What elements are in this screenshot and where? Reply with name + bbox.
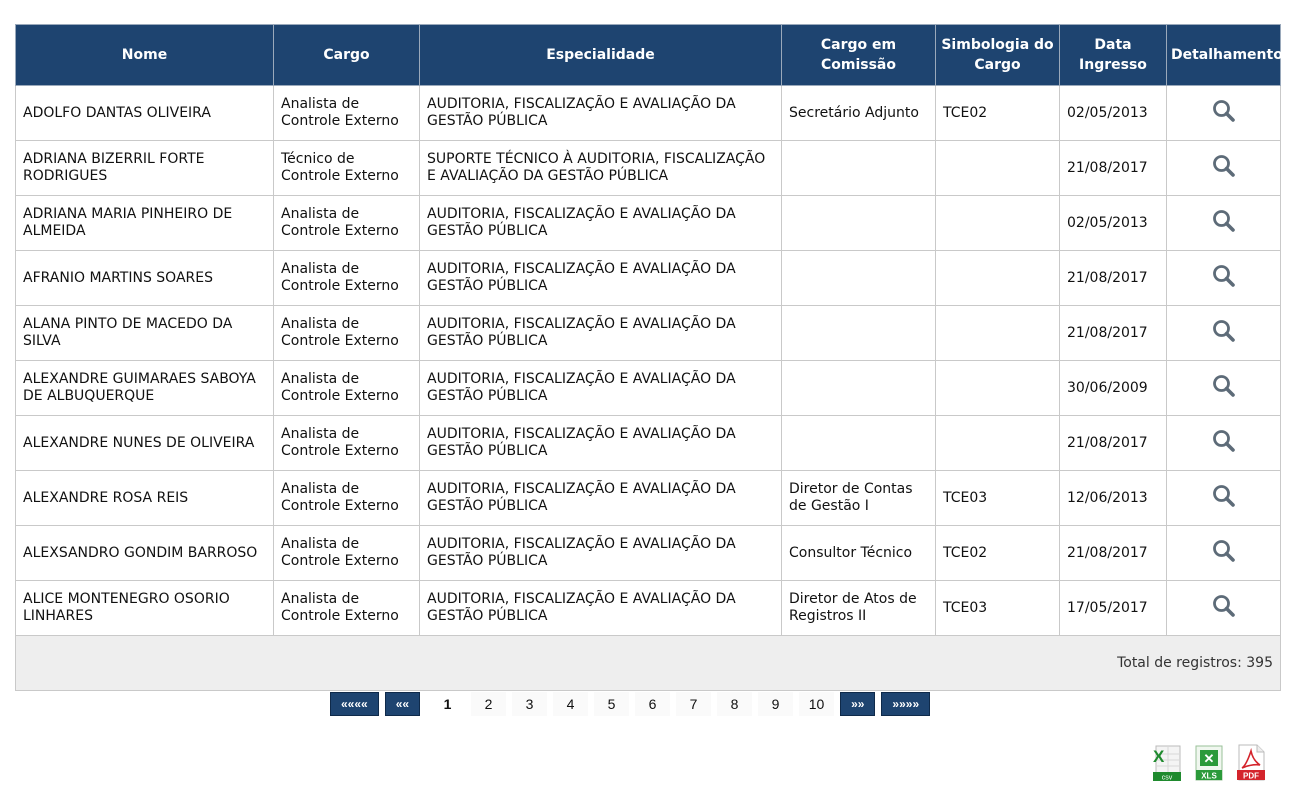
cell-especialidade: AUDITORIA, FISCALIZAÇÃO E AVALIAÇÃO DA GESTÃO PÚBLICA <box>420 251 782 306</box>
cell-data-ingresso: 21/08/2017 <box>1060 416 1167 471</box>
cell-especialidade: AUDITORIA, FISCALIZAÇÃO E AVALIAÇÃO DA GESTÃO PÚBLICA <box>420 361 782 416</box>
table-row <box>16 526 1281 581</box>
cell-nome: AFRANIO MARTINS SOARES <box>16 251 274 306</box>
cell-cargo-comissao: Diretor de Atos de Registros II <box>782 581 936 636</box>
page-number-1[interactable]: 1 <box>430 692 465 716</box>
magnifier-icon[interactable] <box>1211 98 1237 124</box>
header-especialidade[interactable]: Especialidade <box>420 25 782 86</box>
cell-especialidade: AUDITORIA, FISCALIZAÇÃO E AVALIAÇÃO DA GESTÃO PÚBLICA <box>420 306 782 361</box>
magnifier-icon[interactable] <box>1211 373 1237 399</box>
cell-cargo-comissao: Diretor de Contas de Gestão I <box>782 471 936 526</box>
magnifier-icon[interactable] <box>1211 483 1237 509</box>
export-buttons <box>1150 742 1268 782</box>
magnifier-icon[interactable] <box>1211 208 1237 234</box>
table-row <box>16 361 1281 416</box>
cell-simbologia: TCE03 <box>936 581 1060 636</box>
cell-cargo: Analista de Controle Externo <box>274 196 420 251</box>
cell-cargo: Analista de Controle Externo <box>274 416 420 471</box>
export-pdf-button[interactable] <box>1234 742 1268 782</box>
header-nome[interactable]: Nome <box>16 25 274 86</box>
header-simbologia[interactable]: Simbologia do Cargo <box>936 25 1060 86</box>
cell-especialidade: AUDITORIA, FISCALIZAÇÃO E AVALIAÇÃO DA GESTÃO PÚBLICA <box>420 581 782 636</box>
next-page-button[interactable]: »» <box>840 692 875 716</box>
cell-especialidade: AUDITORIA, FISCALIZAÇÃO E AVALIAÇÃO DA GESTÃO PÚBLICA <box>420 471 782 526</box>
pagination <box>330 692 936 716</box>
cell-simbologia: TCE02 <box>936 526 1060 581</box>
cell-detalhamento <box>1167 306 1281 361</box>
cell-nome: ALANA PINTO DE MACEDO DA SILVA <box>16 306 274 361</box>
cell-detalhamento <box>1167 141 1281 196</box>
page-number-7[interactable]: 7 <box>676 692 711 716</box>
cell-data-ingresso: 21/08/2017 <box>1060 141 1167 196</box>
header-detalhamento: Detalhamento <box>1167 25 1281 86</box>
header-cargo[interactable]: Cargo <box>274 25 420 86</box>
cell-nome: ADRIANA MARIA PINHEIRO DE ALMEIDA <box>16 196 274 251</box>
header-cargo-comissao[interactable]: Cargo em Comissão <box>782 25 936 86</box>
cell-simbologia: TCE02 <box>936 86 1060 141</box>
svg-text:PDF: PDF <box>1243 771 1259 781</box>
table-row <box>16 251 1281 306</box>
page-number-3[interactable]: 3 <box>512 692 547 716</box>
table-row <box>16 196 1281 251</box>
table-row <box>16 141 1281 196</box>
table-row <box>16 306 1281 361</box>
cell-cargo-comissao <box>782 361 936 416</box>
cell-especialidade: AUDITORIA, FISCALIZAÇÃO E AVALIAÇÃO DA GESTÃO PÚBLICA <box>420 526 782 581</box>
results-table-container <box>15 24 1283 691</box>
cell-detalhamento <box>1167 196 1281 251</box>
magnifier-icon[interactable] <box>1211 263 1237 289</box>
cell-data-ingresso: 02/05/2013 <box>1060 86 1167 141</box>
cell-nome: ALEXANDRE ROSA REIS <box>16 471 274 526</box>
cell-detalhamento <box>1167 86 1281 141</box>
magnifier-icon[interactable] <box>1211 428 1237 454</box>
svg-text:XLS: XLS <box>1201 771 1217 781</box>
cell-cargo: Analista de Controle Externo <box>274 526 420 581</box>
svg-text:✕: ✕ <box>1203 751 1215 766</box>
cell-cargo-comissao <box>782 196 936 251</box>
prev-page-button[interactable]: «« <box>385 692 420 716</box>
pdf-file-icon <box>1234 742 1268 782</box>
cell-cargo-comissao: Consultor Técnico <box>782 526 936 581</box>
svg-text:csv: csv <box>1161 774 1173 782</box>
page-number-8[interactable]: 8 <box>717 692 752 716</box>
cell-data-ingresso: 12/06/2013 <box>1060 471 1167 526</box>
page-number-10[interactable]: 10 <box>799 692 834 716</box>
cell-data-ingresso: 30/06/2009 <box>1060 361 1167 416</box>
cell-detalhamento <box>1167 581 1281 636</box>
cell-detalhamento <box>1167 471 1281 526</box>
svg-text:X: X <box>1153 747 1165 766</box>
cell-cargo: Analista de Controle Externo <box>274 86 420 141</box>
table-row <box>16 86 1281 141</box>
cell-data-ingresso: 21/08/2017 <box>1060 306 1167 361</box>
cell-simbologia <box>936 416 1060 471</box>
cell-nome: ALEXANDRE GUIMARAES SABOYA DE ALBUQUERQUE <box>16 361 274 416</box>
page-number-9[interactable]: 9 <box>758 692 793 716</box>
table-footer-row <box>16 636 1281 691</box>
cell-data-ingresso: 21/08/2017 <box>1060 526 1167 581</box>
cell-cargo: Analista de Controle Externo <box>274 306 420 361</box>
magnifier-icon[interactable] <box>1211 593 1237 619</box>
page-number-2[interactable]: 2 <box>471 692 506 716</box>
cell-especialidade: SUPORTE TÉCNICO À AUDITORIA, FISCALIZAÇÃO E AVALIAÇÃO DA GESTÃO PÚBLICA <box>420 141 782 196</box>
cell-nome: ALICE MONTENEGRO OSORIO LINHARES <box>16 581 274 636</box>
cell-data-ingresso: 02/05/2013 <box>1060 196 1167 251</box>
magnifier-icon[interactable] <box>1211 538 1237 564</box>
export-csv-button[interactable] <box>1150 742 1184 782</box>
cell-cargo: Analista de Controle Externo <box>274 471 420 526</box>
cell-detalhamento <box>1167 251 1281 306</box>
table-row <box>16 581 1281 636</box>
cell-simbologia <box>936 251 1060 306</box>
cell-simbologia <box>936 141 1060 196</box>
cell-nome: ALEXANDRE NUNES DE OLIVEIRA <box>16 416 274 471</box>
cell-especialidade: AUDITORIA, FISCALIZAÇÃO E AVALIAÇÃO DA GESTÃO PÚBLICA <box>420 416 782 471</box>
page-number-5[interactable]: 5 <box>594 692 629 716</box>
cell-cargo-comissao <box>782 141 936 196</box>
cell-detalhamento <box>1167 526 1281 581</box>
magnifier-icon[interactable] <box>1211 318 1237 344</box>
cell-cargo: Analista de Controle Externo <box>274 361 420 416</box>
table-row <box>16 471 1281 526</box>
last-page-button[interactable]: »»»» <box>881 692 930 716</box>
cell-nome: ADOLFO DANTAS OLIVEIRA <box>16 86 274 141</box>
cell-detalhamento <box>1167 361 1281 416</box>
page-number-4[interactable]: 4 <box>553 692 588 716</box>
table-header-row <box>16 25 1281 86</box>
cell-especialidade: AUDITORIA, FISCALIZAÇÃO E AVALIAÇÃO DA GESTÃO PÚBLICA <box>420 86 782 141</box>
magnifier-icon[interactable] <box>1211 153 1237 179</box>
cell-cargo-comissao <box>782 306 936 361</box>
cell-nome: ADRIANA BIZERRIL FORTE RODRIGUES <box>16 141 274 196</box>
cell-nome: ALEXSANDRO GONDIM BARROSO <box>16 526 274 581</box>
cell-cargo-comissao <box>782 416 936 471</box>
cell-cargo: Analista de Controle Externo <box>274 251 420 306</box>
first-page-button[interactable]: «««« <box>330 692 379 716</box>
page-numbers <box>430 692 840 716</box>
cell-cargo-comissao <box>782 251 936 306</box>
xls-file-icon <box>1192 742 1226 782</box>
csv-file-icon <box>1150 742 1184 782</box>
cell-detalhamento <box>1167 416 1281 471</box>
page-number-6[interactable]: 6 <box>635 692 670 716</box>
total-records: Total de registros: 395 <box>16 636 1281 691</box>
cell-simbologia <box>936 196 1060 251</box>
cell-simbologia: TCE03 <box>936 471 1060 526</box>
cell-simbologia <box>936 361 1060 416</box>
table-row <box>16 416 1281 471</box>
cell-especialidade: AUDITORIA, FISCALIZAÇÃO E AVALIAÇÃO DA GESTÃO PÚBLICA <box>420 196 782 251</box>
cell-cargo: Técnico de Controle Externo <box>274 141 420 196</box>
cell-simbologia <box>936 306 1060 361</box>
header-data-ingresso[interactable]: Data Ingresso <box>1060 25 1167 86</box>
export-xls-button[interactable] <box>1192 742 1226 782</box>
cell-data-ingresso: 17/05/2017 <box>1060 581 1167 636</box>
cell-data-ingresso: 21/08/2017 <box>1060 251 1167 306</box>
cell-cargo: Analista de Controle Externo <box>274 581 420 636</box>
results-table <box>15 24 1281 691</box>
cell-cargo-comissao: Secretário Adjunto <box>782 86 936 141</box>
